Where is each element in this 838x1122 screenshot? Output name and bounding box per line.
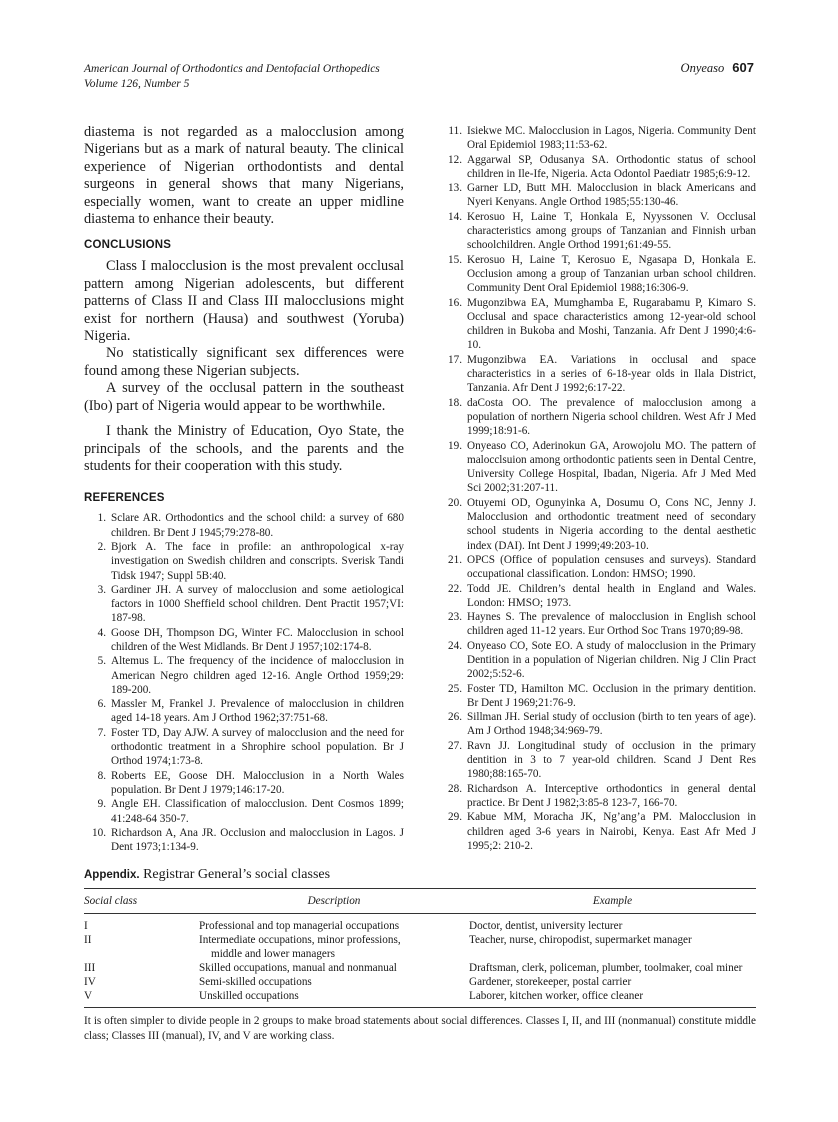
reference-number: 4. <box>97 626 106 639</box>
table-row <box>84 989 756 1008</box>
reference-item <box>84 826 404 855</box>
reference-text: Richardson A. Interceptive orthodontics in general dental practice. Br Dent J 1982;3:85-8 123-7, 166-70. <box>467 782 756 809</box>
appendix-label: Appendix. <box>84 869 140 882</box>
reference-item <box>84 654 404 697</box>
description-text: Semi-skilled occupations <box>199 976 312 989</box>
reference-number: 21. <box>448 553 462 566</box>
description-continuation: middle and lower managers <box>211 948 335 961</box>
reference-number: 11. <box>448 125 462 137</box>
reference-number: 3. <box>97 583 106 596</box>
reference-text: Garner LD, Butt MH. Malocclusion in black Americans and Nyeri Kenyans. Angle Orthod 1985;55:130-46. <box>467 182 756 209</box>
reference-text: Onyeaso CO, Sote EO. A study of malocclusion in the Primary Dentition in a population of Nigerian children. Nig J Clin Pract 2002;5:52-6. <box>467 639 756 681</box>
reference-item <box>440 181 756 210</box>
table-row <box>84 975 756 989</box>
reference-number: 27. <box>448 739 462 752</box>
appendix-title-text: Registrar General’s social classes <box>143 867 331 883</box>
intro-paragraph: diastema is not regarded as a malocclusion among Nigerians but as a mark of natural beauty. The clinical experience of Nigerian orthodontists and dental surgeons in general shows that many Nigerians, especially women, want to create an upper midline diastema to enhance their beauty. <box>84 124 404 228</box>
social-class-table <box>84 888 756 1008</box>
appendix-table-section <box>84 866 756 1044</box>
reference-item <box>84 726 404 769</box>
conclusion-paragraph: A survey of the occlusal pattern in the southeast (Ibo) part of Nigeria would appear to be worthwhile. <box>84 380 404 414</box>
reference-text: Todd JE. Children’s dental health in England and Wales. London: HMSO; 1973. <box>467 582 756 609</box>
reference-item <box>440 610 756 639</box>
reference-number: 2. <box>97 540 106 553</box>
reference-item <box>84 511 404 540</box>
conclusion-paragraph: No statistically significant sex differences were found among these Nigerian subjects. <box>84 345 404 379</box>
reference-item <box>84 797 404 826</box>
social-class-cell: V <box>84 990 93 1003</box>
reference-text: Sillman JH. Serial study of occlusion (birth to ten years of age). Am J Orthod 1948;34:969-79. <box>467 711 756 738</box>
reference-item <box>440 810 756 853</box>
reference-text: Onyeaso CO, Aderinokun GA, Arowojolu MO. The pattern of malocclsuion among orthodontic patients seen in Dental Centre, University College Hospital, Ibadan, Nigeria. Afr J Med Med Sci 2002;31:207-11. <box>467 439 756 495</box>
acknowledgment-paragraph: I thank the Ministry of Education, Oyo State, the principals of the schools, and the parents and the students for their cooperation with this study. <box>84 423 404 474</box>
column-header: Example <box>469 889 756 914</box>
reference-text: Mugonzibwa EA, Mumghamba E, Rugarabamu P, Kimaro S. Occlusal and space characteristics among 12-year-old school children in Bukoba and Moshi, Tanzania. Afr Dent J 1990;4:6-10. <box>467 296 756 352</box>
reference-item <box>440 782 756 811</box>
reference-number: 6. <box>97 698 106 711</box>
description-cell <box>199 961 469 975</box>
right-column <box>440 124 756 853</box>
reference-item <box>440 710 756 739</box>
social-class-cell: IV <box>84 976 96 989</box>
table-row <box>84 914 756 934</box>
reference-number: 24. <box>448 639 462 652</box>
page-number: 607 <box>732 60 754 75</box>
reference-item <box>84 769 404 798</box>
reference-item <box>440 553 756 582</box>
reference-text: Bjork A. The face in profile: an anthropological x-ray investigation on Swedish children and conscripts. Sverisk Tandi Tidsk 1947; Suppl 5B:40. <box>111 540 404 582</box>
reference-text: Sclare AR. Orthodontics and the school child: a survey of 680 children. Br Dent J 1945;79:278-80. <box>111 512 404 539</box>
reference-item <box>84 540 404 583</box>
reference-item <box>440 210 756 253</box>
reference-text: Altemus L. The frequency of the incidence of malocclusion in American Negro children aged 12-16. Angle Orthod 1959;29: 189-200. <box>111 655 404 696</box>
reference-item <box>84 626 404 655</box>
reference-item <box>440 439 756 496</box>
reference-number: 13. <box>448 182 462 195</box>
reference-number: 25. <box>448 682 462 695</box>
reference-number: 20. <box>448 496 462 509</box>
reference-number: 26. <box>448 711 462 724</box>
journal-name: American Journal of Orthodontics and Dentofacial Orthopedics <box>84 63 380 75</box>
social-class-cell: III <box>84 962 96 975</box>
description-cell <box>199 933 469 961</box>
reference-text: Foster TD, Day AJW. A survey of malocclusion and the need for orthodontic treatment in a Shrophire school population. Br J Orthod 1974;1:73-8. <box>111 726 404 768</box>
description-text: Unskilled occupations <box>199 990 299 1003</box>
reference-item <box>84 583 404 626</box>
page-content <box>84 0 756 1064</box>
description-cell <box>199 975 469 989</box>
example-cell: Laborer, kitchen worker, office cleaner <box>469 990 644 1003</box>
reference-item <box>440 396 756 439</box>
reference-item <box>440 739 756 782</box>
reference-number: 23. <box>448 611 462 624</box>
reference-text: Massler M, Frankel J. Prevalence of malocclusion in children aged 14-18 years. Am J Orthod 1962;37:751-68. <box>111 698 404 725</box>
reference-number: 10. <box>92 826 106 839</box>
example-cell: Draftsman, clerk, policeman, plumber, toolmaker, coal miner <box>469 962 743 975</box>
description-text: Skilled occupations, manual and nonmanual <box>199 962 397 975</box>
reference-number: 18. <box>448 396 462 409</box>
left-column <box>84 124 404 854</box>
reference-text: Haynes S. The prevalence of malocclusion in English school children aged 11-12 years. Eur Orthod Soc Trans 1970;89-98. <box>467 611 756 638</box>
reference-number: 15. <box>448 253 462 266</box>
reference-number: 1. <box>97 512 106 525</box>
reference-text: Kabue MM, Moracha JK, Ng’ang’a PM. Malocclusion in children aged 3-6 years in Nairobi, Kenya. East Afr Med J 1995;2: 210-2. <box>467 811 756 852</box>
reference-text: Kerosuo H, Laine T, Honkala E, Nyyssonen V. Occlusal characteristics among groups of Tanzanian and Finnish urban schoolchildren. Angle Orthod 1991;61:49-55. <box>467 210 756 252</box>
reference-text: Mugonzibwa EA. Variations in occlusal and space characteristics in a series of 6-18-year olds in Ilala District, Tanzania. Afr Dent J 1992;6:17-22. <box>467 353 756 395</box>
reference-item <box>440 496 756 553</box>
description-cell <box>199 914 469 934</box>
reference-text: Gardiner JH. A survey of malocclusion and some aetiological factors in 1000 Sheffield school children. Dent Practit 1957;VI: 187-98. <box>111 583 404 625</box>
reference-text: Foster TD, Hamilton MC. Occlusion in the primary dentition. Br Dent J 1969;21:76-9. <box>467 682 756 709</box>
reference-text: Goose DH, Thompson DG, Winter FC. Malocclusion in school children of the West Midlands. Br Dent J 1957;102:174-8. <box>111 626 404 653</box>
reference-text: Roberts EE, Goose DH. Malocclusion in a North Wales population. Br Dent J 1979;146:17-20. <box>111 769 404 796</box>
social-class-cell: I <box>84 920 88 933</box>
reference-text: OPCS (Office of population censuses and surveys). Standard occupational classification. London: HMSO; 1990. <box>467 553 756 581</box>
reference-list-left <box>84 511 404 854</box>
reference-number: 28. <box>448 782 462 795</box>
social-class-cell: II <box>84 934 92 947</box>
reference-number: 7. <box>97 726 106 739</box>
table-footnote: It is often simpler to divide people in 2 groups to make broad statements about social differences. Classes I, II, and III (nonmanual) constitute middle class; Classes III (manual), IV, and V are working class. <box>84 1015 756 1043</box>
reference-item <box>440 253 756 296</box>
reference-item <box>440 153 756 182</box>
reference-item <box>440 296 756 353</box>
example-cell: Gardener, storekeeper, postal carrier <box>469 976 632 989</box>
table-row <box>84 961 756 975</box>
reference-number: 8. <box>97 769 106 782</box>
reference-item <box>84 697 404 726</box>
reference-number: 29. <box>448 811 462 824</box>
reference-text: Richardson A, Ana JR. Occlusion and malocclusion in Lagos. J Dent 1973;1:134-9. <box>111 826 404 854</box>
reference-text: Otuyemi OD, Ogunyinka A, Dosumu O, Cons NC, Jenny J. Malocclusion and orthodontic treatment need of secondary school students in Nigeria according to the dental aesthetic index (DAI). Int Dent J 1999;49:203-10. <box>467 496 756 552</box>
reference-text: Kerosuo H, Laine T, Kerosuo E, Ngasapa D, Honkala E. Occlusion among a group of Tanzanian urban school children. Community Dent Oral Epidemiol 1988;16:306-9. <box>467 253 756 295</box>
description-text: Professional and top managerial occupations <box>199 920 400 933</box>
reference-text: Ravn JJ. Longitudinal study of occlusion in the primary dentition in 3 to 7 year-old children. Scand J Dent Res 1980;88:165-70. <box>467 739 756 781</box>
reference-number: 9. <box>97 798 106 811</box>
reference-item <box>440 682 756 711</box>
example-cell: Teacher, nurse, chiropodist, supermarket manager <box>469 934 692 947</box>
description-cell <box>199 989 469 1008</box>
reference-number: 14. <box>448 210 462 223</box>
reference-text: daCosta OO. The prevalence of malocclusion among a population of northern Nigeria school children. West Afr J Med 1999;18:91-6. <box>467 396 756 438</box>
appendix-title <box>84 866 756 884</box>
description-text: Intermediate occupations, minor professions, <box>199 934 401 947</box>
conclusions-heading: CONCLUSIONS <box>84 239 172 252</box>
reference-text: Aggarwal SP, Odusanya SA. Orthodontic status of school children in Ile-Ife, Nigeria. Acta Odontol Paediatr 1985;6:9-12. <box>467 153 756 180</box>
reference-number: 19. <box>448 439 462 452</box>
column-header: Social class <box>84 889 199 914</box>
reference-number: 17. <box>448 353 462 366</box>
reference-item <box>440 639 756 682</box>
reference-number: 22. <box>448 582 462 595</box>
reference-number: 5. <box>97 655 106 668</box>
reference-text: Angle EH. Classification of malocclusion. Dent Cosmos 1899; 41:248-64 350-7. <box>111 798 404 825</box>
reference-item <box>440 353 756 396</box>
reference-item <box>440 582 756 611</box>
references-heading: REFERENCES <box>84 492 165 505</box>
reference-number: 12. <box>448 153 462 166</box>
author-name: Onyeaso <box>680 61 725 75</box>
two-column-body <box>84 124 756 854</box>
column-header: Description <box>199 889 469 914</box>
reference-item <box>440 124 756 153</box>
journal-volume: Volume 126, Number 5 <box>84 78 190 90</box>
reference-text: Isiekwe MC. Malocclusion in Lagos, Nigeria. Community Dent Oral Epidemiol 1983;11:53-62. <box>467 125 756 152</box>
example-cell: Doctor, dentist, university lecturer <box>469 920 623 933</box>
conclusion-paragraph: Class I malocclusion is the most prevalent occlusal pattern among Nigerian adolescents, but different patterns of Class II and Class III malocclusions might exist for northern (Hausa) and southwest (Yoruba) Nigeria. <box>84 258 404 345</box>
reference-number: 16. <box>448 296 462 309</box>
table-row <box>84 933 756 961</box>
reference-list-right <box>440 124 756 853</box>
